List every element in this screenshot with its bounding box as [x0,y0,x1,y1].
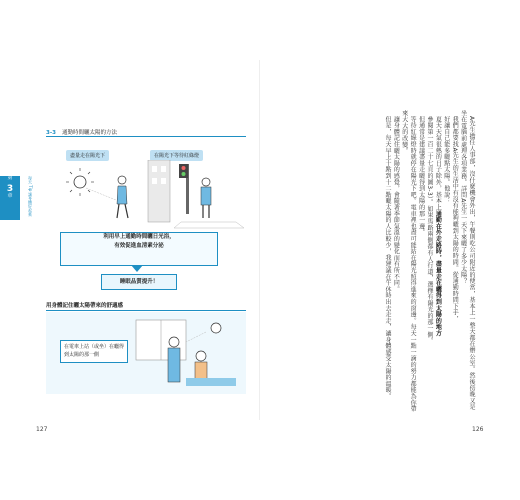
left-page-number: 127 [36,426,48,433]
traffic-light-icon [179,164,189,214]
figure-heading [46,128,117,136]
body-paragraph-2 [450,110,458,416]
body-paragraph-1 [458,110,475,416]
body-text [275,110,475,416]
waiting-person-icon [201,178,211,218]
paragraph-text: 讓身體記住曬太陽的感覺，會隨著季節氣溫的變化而有所不同。 [392,116,400,293]
body-paragraph-4 [433,110,441,416]
paragraph-text: 好讓自己能多曬點太陽。他說： [442,116,450,205]
body-paragraph-6 [416,110,424,416]
chapter-number: 3 [6,183,14,194]
sun-icon [186,323,221,342]
paragraph-text: 但通常是建議盡量走曬得到太陽的那一邊。 [417,116,425,236]
chapter-tab [0,176,20,220]
figure-heading-rule [46,136,246,137]
paragraph-emphasis: 通勤在外走路時，盡量走在曬得到太陽的地方 [434,210,442,337]
body-paragraph-5 [425,110,433,416]
body-paragraph-7 [399,110,416,416]
lower-figure-rule [46,310,246,311]
caption-wait-traffic-light: 在陽光下等待紅綠燈 [150,150,203,161]
seated-passenger-icon [195,351,207,382]
walking-person-icon [117,176,128,218]
paragraph-text: 參閱第一百二十七頁的圖3-3）。如果馬路兩側都有人行道，選擇有陽光的那一側。 [425,116,433,345]
paragraph-text: A先生擔任人事部，沒什麼機會外出，午餐則吃公司附近的便當，基本上一整天都在辦公室。然後傍晚又是坐在電腦前處理各項業務。詳問A先生一天下來曬了多少太陽？ [459,110,475,411]
train-label: 在電車上站（或坐）在曬得到太陽的那一側 [60,340,128,363]
figure-title: 通勤時間曬太陽的方法 [61,130,117,136]
building-icon [148,160,170,222]
street-illustration [46,160,246,230]
page-gutter [259,60,260,420]
down-arrow-icon [131,265,143,272]
standing-passenger-icon [168,337,180,382]
benefit-line-2: 有效促進血清素分泌 [114,242,164,249]
body-paragraph-9 [383,110,391,416]
lower-figure-title: 用身體記住曬太陽帶來的舒適感 [46,303,124,309]
figure-number: 3-3 [46,130,56,136]
paragraph-text: 等待紅綠燈時就停在陽光下吧。電車裡也盡可能站在陽光照得進來的窗邊。每天一點一滴的努力都能為你帶來大大的改變。 [400,110,417,413]
paragraph-text: 我們都要找A先生的生活中有沒有能夠曬到太陽的時間。從通勤時間下手， [451,116,459,323]
body-paragraph-3 [441,110,449,416]
benefit-line-1: 利用早上通勤時間曬日光浴， [103,234,175,240]
crosswalk-icon [174,222,244,228]
paragraph-text: 但是，每天早上十點到十二點曬太陽的人比較少，我建議在午休時出去走走，讓身體感受太陽的溫暖。 [383,116,391,400]
sun-icon [66,168,94,196]
chapter-tab-prefix: 第 [7,175,13,181]
result-box: 睡眠品質提升！ [101,274,177,290]
paragraph-text: 夏天天氣很熱的日子除外，基本上 [434,116,442,211]
caption-walk-in-sun: 盡量走在陽光下 [66,150,109,161]
chapter-tab-suffix: 章 [7,193,13,200]
benefit-box [60,232,218,266]
right-page-number: 126 [472,426,484,433]
side-caption: 每天 Tip 讓身體好起來 [28,176,33,217]
body-paragraph-8 [391,110,399,416]
